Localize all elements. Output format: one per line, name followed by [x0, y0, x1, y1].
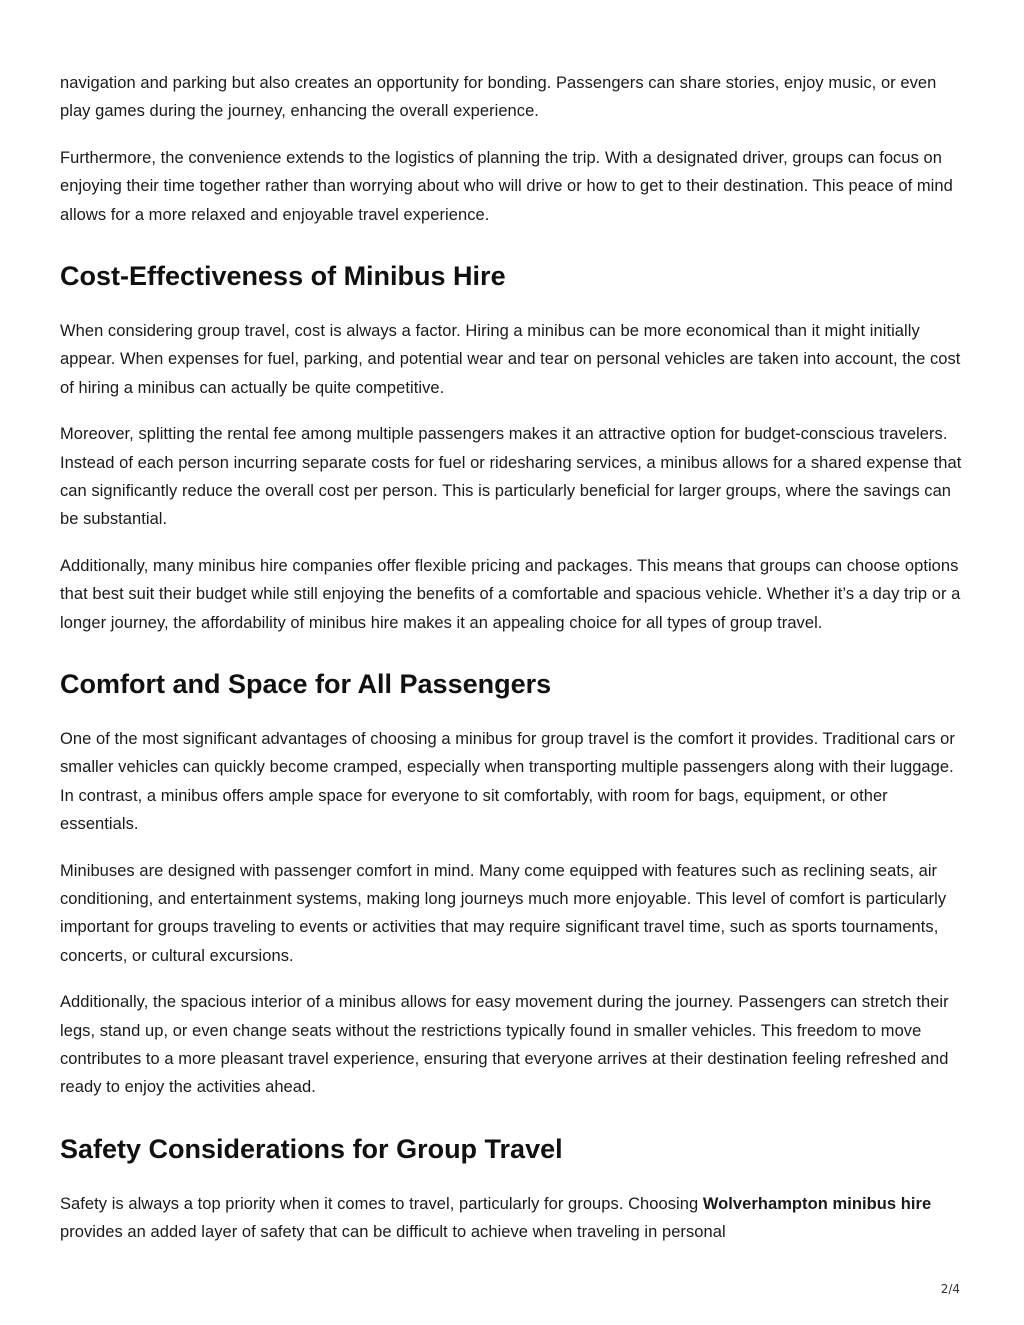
intro-paragraph-2: Furthermore, the convenience extends to the logistics of planning the trip. With a designated driver, groups can focus on enjoying their time together rather than worrying about who will drive or how to get to their destination. This peace of mind allows for a more relaxed and enjoyable travel experience.: [60, 149, 953, 224]
page-number: 2/4: [940, 1282, 960, 1296]
comfort-paragraph-1: One of the most significant advantages of choosing a minibus for group travel is the comfort it provides. Traditional cars or smaller vehicles can quickly become cramped, especially when transporting multiple passengers along with their luggage. In contrast, a minibus offers ample space for everyone to sit comfortably, with room for bags, equipment, or other essentials.: [60, 729, 955, 833]
safety-paragraph-1: [60, 1190, 970, 1247]
comfort-paragraph-3: Additionally, the spacious interior of a minibus allows for easy movement during the journey. Passengers can stretch their legs, stand up, or even change seats without the restrictions typically found in smaller vehicles. This freedom to move contributes to a more pleasant travel experience, ensuring that everyone arrives at their destination feeling refreshed and ready to enjoy the activities ahead.: [60, 993, 949, 1097]
safety-bold-link-text: Wolverhampton minibus hire: [702, 1194, 932, 1213]
safety-text-after: provides an added layer of safety that can be difficult to achieve when traveling in personal: [60, 1222, 726, 1241]
cost-paragraph-3: Additionally, many minibus hire companies offer flexible pricing and packages. This means that groups can choose options that best suit their budget while still enjoying the benefits of a comfortable and spacious vehicle. Whether it’s a day trip or a longer journey, the affordability of minibus hire makes it an appealing choice for all types of group travel.: [60, 557, 961, 632]
safety-text-before: Safety is always a top priority when it comes to travel, particularly for groups. Choosing: [60, 1194, 703, 1213]
comfort-paragraph-2: Minibuses are designed with passenger comfort in mind. Many come equipped with features such as reclining seats, air conditioning, and entertainment systems, making long journeys much more enjoyable. This level of comfort is particularly important for groups traveling to events or activities that may require significant travel time, such as sports tournaments, concerts, or cultural excursions.: [60, 861, 947, 965]
intro-paragraph-1: navigation and parking but also creates an opportunity for bonding. Passengers can share stories, enjoy music, or even play games during the journey, enhancing the overall experience.: [60, 74, 937, 121]
cost-paragraph-1: When considering group travel, cost is always a factor. Hiring a minibus can be more economical than it might initially appear. When expenses for fuel, parking, and potential wear and tear on personal vehicles are taken into account, the cost of hiring a minibus can actually be quite competitive.: [60, 321, 961, 397]
document-page: [60, 69, 970, 1265]
cost-paragraph-2: Moreover, splitting the rental fee among multiple passengers makes it an attractive option for budget-conscious travelers. Instead of each person incurring separate costs for fuel or ridesharing services, a minibus allows for a shared expense that can significantly reduce the overall cost per person. This is particularly beneficial for larger groups, where the savings can be substantial.: [60, 425, 962, 529]
heading-comfort-space: Comfort and Space for All Passengers: [60, 668, 552, 699]
heading-cost-effectiveness: Cost-Effectiveness of Minibus Hire: [60, 260, 506, 291]
heading-safety: Safety Considerations for Group Travel: [60, 1133, 563, 1164]
